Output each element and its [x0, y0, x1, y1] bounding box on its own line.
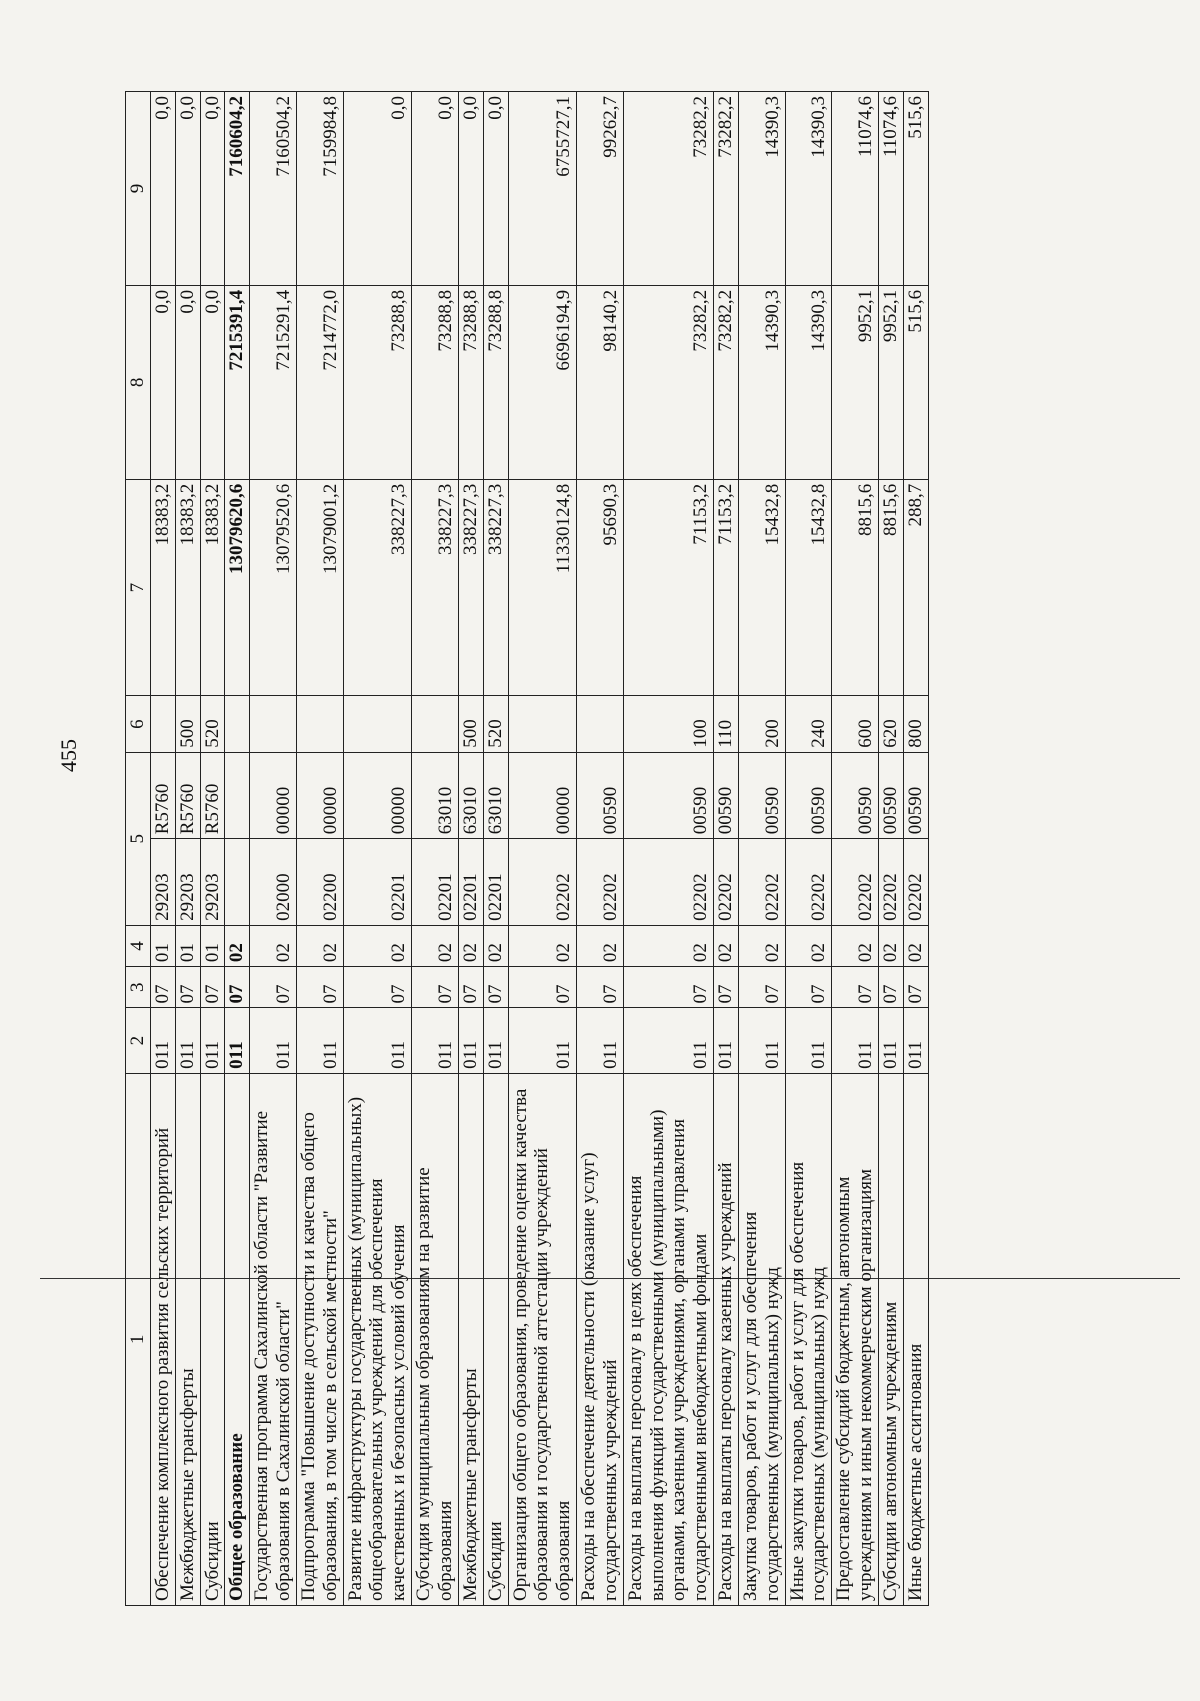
table-row — [832, 92, 879, 1606]
row-name: Иные бюджетные ассигнования — [903, 1073, 928, 1605]
subsection-code: 02 — [250, 925, 297, 966]
header-col-2: 2 — [126, 1008, 151, 1073]
section-code: 07 — [458, 967, 483, 1008]
section-code: 07 — [175, 967, 200, 1008]
amount-year-1: 18383,2 — [150, 479, 175, 696]
table-body — [150, 92, 928, 1606]
amount-year-3: 7159984,8 — [296, 92, 343, 286]
admin-code: 011 — [738, 1008, 785, 1073]
amount-year-3: 73282,2 — [623, 92, 713, 286]
row-name: Межбюджетные трансферты — [458, 1073, 483, 1605]
page-number: 455 — [56, 739, 81, 772]
amount-year-2: 9952,1 — [832, 285, 879, 479]
direction-code: 00590 — [903, 752, 928, 839]
amount-year-1: 338227,3 — [458, 479, 483, 696]
amount-year-2: 14390,3 — [738, 285, 785, 479]
program-code: 02201 — [483, 839, 508, 926]
amount-year-1: 95690,3 — [577, 479, 624, 696]
amount-year-1: 8815,6 — [832, 479, 879, 696]
amount-year-2: 14390,3 — [785, 285, 832, 479]
amount-year-2: 7215291,4 — [250, 285, 297, 479]
expense-type-code — [343, 696, 412, 752]
direction-code: 63010 — [412, 752, 459, 839]
admin-code: 011 — [200, 1008, 225, 1073]
expense-type-code: 110 — [714, 696, 739, 752]
table-header-row — [126, 92, 151, 1606]
subsection-code: 02 — [483, 925, 508, 966]
program-code: 02202 — [903, 839, 928, 926]
amount-year-1: 288,7 — [903, 479, 928, 696]
row-name: Субсидии — [483, 1073, 508, 1605]
expense-type-code — [296, 696, 343, 752]
amount-year-1: 13079520,6 — [250, 479, 297, 696]
direction-code: R5760 — [175, 752, 200, 839]
row-name: Субсидии — [200, 1073, 225, 1605]
subsection-code: 02 — [903, 925, 928, 966]
admin-code: 011 — [832, 1008, 879, 1073]
admin-code: 011 — [785, 1008, 832, 1073]
direction-code: 00590 — [714, 752, 739, 839]
table-row — [343, 92, 412, 1606]
admin-code: 011 — [412, 1008, 459, 1073]
direction-code: 00000 — [296, 752, 343, 839]
section-code: 07 — [832, 967, 879, 1008]
direction-code: 63010 — [483, 752, 508, 839]
amount-year-1: 8815,6 — [879, 479, 904, 696]
amount-year-2: 6696194,9 — [508, 285, 577, 479]
row-name: Субсидия муниципальным образованиям на развитие образования — [412, 1073, 459, 1605]
direction-code: 00590 — [832, 752, 879, 839]
table-row — [714, 92, 739, 1606]
amount-year-2: 7214772,0 — [296, 285, 343, 479]
program-code: 02202 — [577, 839, 624, 926]
amount-year-1: 15432,8 — [785, 479, 832, 696]
admin-code: 011 — [175, 1008, 200, 1073]
section-code: 07 — [714, 967, 739, 1008]
header-col-9: 9 — [126, 92, 151, 286]
header-col-5: 5 — [126, 752, 151, 925]
program-code: 02201 — [343, 839, 412, 926]
header-col-7: 7 — [126, 479, 151, 696]
expense-type-code — [150, 696, 175, 752]
admin-code: 011 — [343, 1008, 412, 1073]
admin-code: 011 — [577, 1008, 624, 1073]
subsection-code: 02 — [296, 925, 343, 966]
expense-type-code: 520 — [483, 696, 508, 752]
admin-code: 011 — [225, 1008, 250, 1073]
table-row — [623, 92, 713, 1606]
direction-code: 00590 — [785, 752, 832, 839]
amount-year-2: 7215391,4 — [225, 285, 250, 479]
table-row — [150, 92, 175, 1606]
amount-year-1: 18383,2 — [200, 479, 225, 696]
row-name: Расходы на обеспечение деятельности (оказание услуг) государственных учреждений — [577, 1073, 624, 1605]
expense-type-code — [577, 696, 624, 752]
direction-code — [225, 752, 250, 839]
section-code: 07 — [483, 967, 508, 1008]
table-row — [458, 92, 483, 1606]
direction-code: R5760 — [200, 752, 225, 839]
program-code: 02202 — [832, 839, 879, 926]
amount-year-3: 11074,6 — [879, 92, 904, 286]
direction-code: R5760 — [150, 752, 175, 839]
subsection-code: 02 — [343, 925, 412, 966]
expense-type-code: 240 — [785, 696, 832, 752]
subsection-code: 02 — [458, 925, 483, 966]
amount-year-1: 11330124,8 — [508, 479, 577, 696]
amount-year-3: 0,0 — [175, 92, 200, 286]
subsection-code: 02 — [714, 925, 739, 966]
amount-year-1: 18383,2 — [175, 479, 200, 696]
subsection-code: 02 — [412, 925, 459, 966]
expense-type-code: 100 — [623, 696, 713, 752]
row-name: Субсидии автономным учреждениям — [879, 1073, 904, 1605]
amount-year-3: 14390,3 — [738, 92, 785, 286]
row-name: Обеспечение комплексного развития сельских территорий — [150, 1073, 175, 1605]
expense-type-code: 500 — [175, 696, 200, 752]
table-row — [175, 92, 200, 1606]
budget-table — [125, 91, 929, 1606]
row-name: Организация общего образования, проведение оценки качества образования и государственной аттестации учреждений образования — [508, 1073, 577, 1605]
program-code: 29203 — [200, 839, 225, 926]
program-code: 02202 — [785, 839, 832, 926]
row-name: Подпрограмма "Повышение доступности и качества общего образования, в том числе в сельской местности" — [296, 1073, 343, 1605]
subsection-code: 01 — [150, 925, 175, 966]
amount-year-3: 11074,6 — [832, 92, 879, 286]
program-code: 02202 — [879, 839, 904, 926]
admin-code: 011 — [458, 1008, 483, 1073]
amount-year-3: 0,0 — [200, 92, 225, 286]
section-code: 07 — [296, 967, 343, 1008]
amount-year-2: 0,0 — [200, 285, 225, 479]
direction-code: 00000 — [508, 752, 577, 839]
amount-year-3: 0,0 — [343, 92, 412, 286]
expense-type-code — [508, 696, 577, 752]
admin-code: 011 — [879, 1008, 904, 1073]
admin-code: 011 — [714, 1008, 739, 1073]
header-col-1: 1 — [126, 1073, 151, 1605]
table-row — [200, 92, 225, 1606]
amount-year-3: 7160504,2 — [250, 92, 297, 286]
amount-year-2: 73288,8 — [343, 285, 412, 479]
amount-year-2: 515,6 — [903, 285, 928, 479]
admin-code: 011 — [508, 1008, 577, 1073]
row-name: Расходы на выплаты персоналу в целях обеспечения выполнения функций государственными (муниципальными) органами, казенными учреждениями, органами управления государственными внебюджетными фондами — [623, 1073, 713, 1605]
section-code: 07 — [508, 967, 577, 1008]
section-code: 07 — [200, 967, 225, 1008]
program-code: 02202 — [714, 839, 739, 926]
program-code: 02201 — [412, 839, 459, 926]
table-row — [577, 92, 624, 1606]
admin-code: 011 — [623, 1008, 713, 1073]
amount-year-3: 99262,7 — [577, 92, 624, 286]
section-code: 07 — [150, 967, 175, 1008]
amount-year-1: 71153,2 — [623, 479, 713, 696]
section-code: 07 — [250, 967, 297, 1008]
section-code: 07 — [577, 967, 624, 1008]
subsection-code: 02 — [225, 925, 250, 966]
expense-type-code: 200 — [738, 696, 785, 752]
subsection-code: 02 — [623, 925, 713, 966]
section-code: 07 — [225, 967, 250, 1008]
admin-code: 011 — [250, 1008, 297, 1073]
program-code: 02000 — [250, 839, 297, 926]
row-name: Закупка товаров, работ и услуг для обеспечения государственных (муниципальных) нужд — [738, 1073, 785, 1605]
table-row — [738, 92, 785, 1606]
expense-type-code — [225, 696, 250, 752]
amount-year-3: 0,0 — [412, 92, 459, 286]
section-code: 07 — [879, 967, 904, 1008]
admin-code: 011 — [903, 1008, 928, 1073]
expense-type-code: 800 — [903, 696, 928, 752]
direction-code: 00000 — [343, 752, 412, 839]
direction-code: 00590 — [577, 752, 624, 839]
row-name: Развитие инфраструктуры государственных (муниципальных) общеобразовательных учреждений для обеспечения качественных и безопасных условий обучения — [343, 1073, 412, 1605]
section-code: 07 — [903, 967, 928, 1008]
program-code: 02202 — [508, 839, 577, 926]
program-code — [225, 839, 250, 926]
direction-code: 00590 — [738, 752, 785, 839]
subsection-code: 02 — [508, 925, 577, 966]
section-code: 07 — [623, 967, 713, 1008]
amount-year-1: 338227,3 — [343, 479, 412, 696]
row-name: Общее образование — [225, 1073, 250, 1605]
table-row — [250, 92, 297, 1606]
amount-year-2: 0,0 — [175, 285, 200, 479]
section-code: 07 — [343, 967, 412, 1008]
amount-year-1: 15432,8 — [738, 479, 785, 696]
direction-code: 63010 — [458, 752, 483, 839]
row-name: Расходы на выплаты персоналу казенных учреждений — [714, 1073, 739, 1605]
table-row — [296, 92, 343, 1606]
admin-code: 011 — [296, 1008, 343, 1073]
amount-year-3: 7160604,2 — [225, 92, 250, 286]
row-name: Межбюджетные трансферты — [175, 1073, 200, 1605]
subsection-code: 02 — [785, 925, 832, 966]
table-row — [225, 92, 250, 1606]
amount-year-1: 338227,3 — [483, 479, 508, 696]
expense-type-code: 500 — [458, 696, 483, 752]
expense-type-code — [250, 696, 297, 752]
program-code: 29203 — [175, 839, 200, 926]
header-col-3: 3 — [126, 967, 151, 1008]
admin-code: 011 — [483, 1008, 508, 1073]
header-col-8: 8 — [126, 285, 151, 479]
amount-year-1: 13079620,6 — [225, 479, 250, 696]
subsection-code: 01 — [200, 925, 225, 966]
program-code: 02202 — [738, 839, 785, 926]
table-row — [508, 92, 577, 1606]
program-code: 02202 — [623, 839, 713, 926]
amount-year-1: 13079001,2 — [296, 479, 343, 696]
row-name: Иные закупки товаров, работ и услуг для обеспечения государственных (муниципальных) нужд — [785, 1073, 832, 1605]
amount-year-3: 0,0 — [483, 92, 508, 286]
subsection-code: 01 — [175, 925, 200, 966]
expense-type-code: 620 — [879, 696, 904, 752]
amount-year-3: 6755727,1 — [508, 92, 577, 286]
amount-year-3: 14390,3 — [785, 92, 832, 286]
amount-year-2: 9952,1 — [879, 285, 904, 479]
expense-type-code — [412, 696, 459, 752]
program-code: 02200 — [296, 839, 343, 926]
header-col-6: 6 — [126, 696, 151, 752]
admin-code: 011 — [150, 1008, 175, 1073]
amount-year-2: 73288,8 — [483, 285, 508, 479]
section-code: 07 — [738, 967, 785, 1008]
table-row — [483, 92, 508, 1606]
section-code: 07 — [785, 967, 832, 1008]
rotated-page — [60, 0, 1200, 1701]
program-code: 29203 — [150, 839, 175, 926]
amount-year-3: 0,0 — [150, 92, 175, 286]
table-row — [903, 92, 928, 1606]
amount-year-2: 98140,2 — [577, 285, 624, 479]
amount-year-3: 73282,2 — [714, 92, 739, 286]
amount-year-2: 0,0 — [150, 285, 175, 479]
subsection-code: 02 — [832, 925, 879, 966]
amount-year-3: 0,0 — [458, 92, 483, 286]
expense-type-code: 520 — [200, 696, 225, 752]
amount-year-1: 71153,2 — [714, 479, 739, 696]
amount-year-2: 73282,2 — [623, 285, 713, 479]
row-name: Предоставление субсидий бюджетным, автономным учреждениям и иным некоммерческим организациям — [832, 1073, 879, 1605]
direction-code: 00590 — [623, 752, 713, 839]
table-row — [785, 92, 832, 1606]
amount-year-2: 73288,8 — [412, 285, 459, 479]
subsection-code: 02 — [879, 925, 904, 966]
program-code: 02201 — [458, 839, 483, 926]
table-row — [879, 92, 904, 1606]
table-row — [412, 92, 459, 1606]
amount-year-2: 73282,2 — [714, 285, 739, 479]
expense-type-code: 600 — [832, 696, 879, 752]
row-name: Государственная программа Сахалинской области "Развитие образования в Сахалинской области" — [250, 1073, 297, 1605]
section-code: 07 — [412, 967, 459, 1008]
subsection-code: 02 — [738, 925, 785, 966]
amount-year-2: 73288,8 — [458, 285, 483, 479]
header-col-4: 4 — [126, 925, 151, 966]
subsection-code: 02 — [577, 925, 624, 966]
amount-year-3: 515,6 — [903, 92, 928, 286]
direction-code: 00590 — [879, 752, 904, 839]
amount-year-1: 338227,3 — [412, 479, 459, 696]
direction-code: 00000 — [250, 752, 297, 839]
